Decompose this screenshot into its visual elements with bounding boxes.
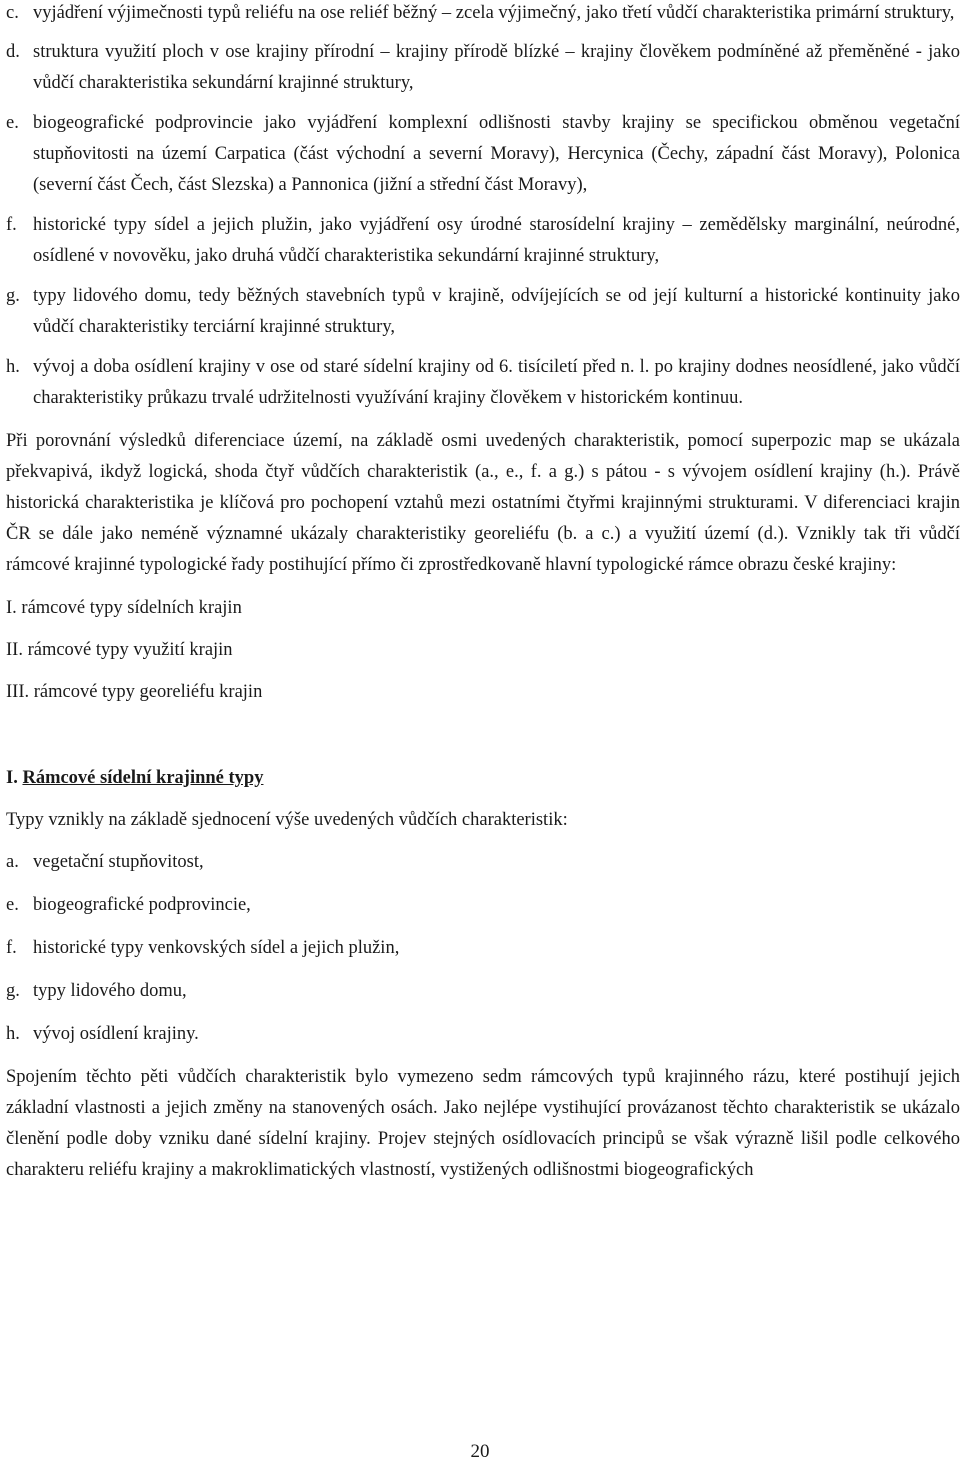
list-item bbox=[6, 970, 960, 1013]
final-paragraph: Spojením těchto pěti vůdčích charakteristik bylo vymezeno sedm rámcových typů krajinného rázu, které postihují jejich základní vlastnosti a jejich změny na stanovených osách. Jako nejlépe vystihující provázanost těchto charakteristik se ukázalo členění podle doby vzniku dané sídelní krajiny. Projev stejných osídlovacích principů se však výrazně lišil podle celkového charakteru reliéfu krajiny a makroklimatických vlastností, vystižených odlišnostmi biogeografických bbox=[6, 1067, 960, 1180]
section-intro: Typy vznikly na základě sjednocení výše uvedených vůdčích charakteristik: bbox=[6, 810, 568, 830]
list-item bbox=[6, 210, 960, 272]
section-heading-number: I. bbox=[6, 768, 18, 788]
list-marker: a. bbox=[6, 852, 19, 872]
section-heading-title: Rámcové sídelní krajinné typy bbox=[22, 768, 264, 788]
frame-type-text: rámcové typy georeliéfu krajin bbox=[33, 682, 263, 702]
list-item bbox=[6, 37, 960, 99]
list-item bbox=[6, 108, 960, 201]
criteria-list bbox=[6, 0, 960, 414]
list-marker: e. bbox=[6, 895, 19, 915]
list-text: vegetační stupňovitost, bbox=[33, 852, 204, 872]
frame-type-text: rámcové typy sídelních krajin bbox=[21, 598, 242, 618]
frame-type-item bbox=[6, 629, 960, 671]
list-text: biogeografické podprovincie jako vyjádření komplexní odlišnosti stavby krajiny se specifickou obměnou vegetační stupňovitosti na území Carpatica (část východní a severní Moravy), Hercynica (Čechy, západní část Moravy), Polonica (severní část Čech, část Slezska) a Pannonica (jižní a střední část Moravy), bbox=[33, 113, 960, 195]
list-item bbox=[6, 0, 960, 29]
list-text: biogeografické podprovincie, bbox=[33, 895, 251, 915]
list-marker: e. bbox=[6, 113, 19, 133]
list-marker: h. bbox=[6, 357, 20, 377]
list-marker: g. bbox=[6, 286, 20, 306]
list-text: vyjádření výjimečnosti typů reliéfu na ose reliéf běžný – zcela výjimečný, jako třetí vůdčí charakteristika primární struktury, bbox=[33, 3, 955, 23]
list-marker: g. bbox=[6, 981, 20, 1001]
list-marker: c. bbox=[6, 3, 19, 23]
list-text: historické typy venkovských sídel a jejich plužin, bbox=[33, 938, 400, 958]
page-number: 20 bbox=[470, 1441, 490, 1462]
list-item bbox=[6, 281, 960, 343]
list-text: historické typy sídel a jejich plužin, jako vyjádření osy úrodné starosídelní krajiny – zemědělsky marginální, neúrodné, osídlené v novověku, jako druhá vůdčí charakteristika sekundární krajinné struktury, bbox=[33, 215, 960, 266]
comparison-paragraph: Při porovnání výsledků diferenciace území, na základě osmi uvedených charakteristik, pomocí superpozic map se ukázala překvapivá, ikdyž logická, shoda čtyř vůdčích charakteristik (a., e., f. a g.) s pátou - s vývojem osídlení krajiny (h.). Právě historická charakteristika je klíčová pro pochopení vztahů mezi ostatními čtyřmi krajinnými strukturami. V diferenciaci krajin ČR se dále jako neméně významné ukázaly charakteristiky georeliéfu (b. a c.) a využití území (d.). Vznikly tak tři vůdčí rámcové krajinné typologické řady postihující přímo či zprostředkovaně hlavní typologické rámce obrazu české krajiny: bbox=[6, 431, 960, 575]
frame-type-marker: III. bbox=[6, 682, 30, 702]
list-item bbox=[6, 352, 960, 414]
selected-criteria-list bbox=[6, 841, 960, 1056]
list-text: typy lidového domu, tedy běžných stavebních typů v krajině, odvíjejících se od její kulturní a historické kontinuity jako vůdčí charakteristiky terciární krajinné struktury, bbox=[33, 286, 960, 337]
list-marker: f. bbox=[6, 938, 17, 958]
list-marker: d. bbox=[6, 42, 20, 62]
list-item bbox=[6, 927, 960, 970]
frame-type-item bbox=[6, 587, 960, 629]
list-item bbox=[6, 1013, 960, 1056]
frame-type-item bbox=[6, 671, 960, 713]
list-item bbox=[6, 884, 960, 927]
list-text: vývoj a doba osídlení krajiny v ose od staré sídelní krajiny od 6. tisíciletí před n. l. po krajiny dodnes neosídlené, jako vůdčí charakteristiky průkazu trvalé udržitelnosti využívání krajiny člověkem v historickém kontinuu. bbox=[33, 357, 960, 408]
list-text: typy lidového domu, bbox=[33, 981, 187, 1001]
list-marker: h. bbox=[6, 1024, 20, 1044]
list-text: vývoj osídlení krajiny. bbox=[33, 1024, 199, 1044]
frame-type-text: rámcové typy využití krajin bbox=[27, 640, 233, 660]
frame-types-list bbox=[6, 587, 960, 713]
section-heading bbox=[6, 757, 960, 799]
frame-type-marker: II. bbox=[6, 640, 23, 660]
list-item bbox=[6, 841, 960, 884]
document-page bbox=[6, 0, 960, 1186]
frame-type-marker: I. bbox=[6, 598, 17, 618]
list-text: struktura využití ploch v ose krajiny přírodní – krajiny přírodě blízké – krajiny člověkem podmíněné až přeměněné - jako vůdčí charakteristika sekundární krajinné struktury, bbox=[33, 42, 960, 93]
list-marker: f. bbox=[6, 215, 17, 235]
